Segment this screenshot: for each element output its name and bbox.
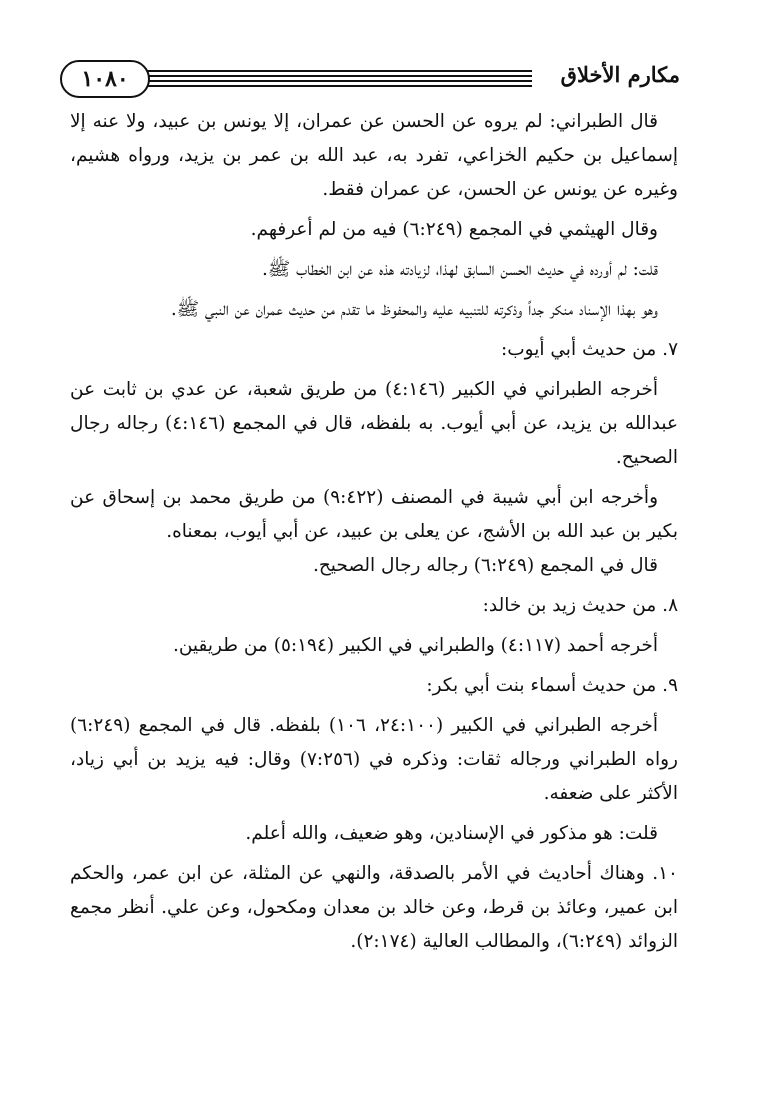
- paragraph-zayd: أخرجه أحمد (٤:١١٧) والطبراني في الكبير (٥:١٩٤) من طريقين.: [172, 635, 658, 656]
- page-header: [60, 58, 680, 102]
- header-rule: [144, 70, 532, 90]
- section-heading-7: ٧. من حديث أبي أيوب:: [501, 339, 678, 360]
- paragraph-majma-1: قال في المجمع (٦:٢٤٩) رجاله رجال الصحيح.: [312, 555, 658, 576]
- section-heading-8: ٨. من حديث زيد بن خالد:: [482, 595, 678, 616]
- paragraph-qultu-1: قلت: لم أورده في حديث الحسن السابق لهذا، لزيادته هذه عن ابن الخطاب ﷺ.: [261, 259, 658, 280]
- section-item-10: ١٠. وهناك أحاديث في الأمر بالصدقة، والنهي عن المثلة، عن ابن عمر، والحكم ابن عمير، وعائذ بن قرط، وعن خالد بن معدان ومكحول، وعن علي. أنظر مجمع الزوائد (٦:٢٤٩)، والمطالب العالية (٢:١٧٤).: [70, 863, 678, 952]
- paragraph-asma: أخرجه الطبراني في الكبير (٢٤:١٠٠، ١٠٦) بلفظه. قال في المجمع (٦:٢٤٩) رواه الطبراني ورجاله ثقات: وذكره في (٧:٢٥٦) وقال: فيه يزيد بن أبي زياد، الأكثر على ضعفه.: [70, 715, 678, 804]
- paragraph-munkar: وهو بهذا الإسناد منكر جداً وذكرته للتنبيه عليه والمحفوظ ما تقدم من حديث عمران عن النبي ﷺ.: [170, 299, 658, 320]
- page-body: [70, 105, 678, 959]
- page-number: ١٠٨٠: [60, 60, 150, 98]
- paragraph-qultu-2: قلت: هو مذكور في الإسنادين، وهو ضعيف، والله أعلم.: [245, 823, 658, 844]
- section-heading-9: ٩. من حديث أسماء بنت أبي بكر:: [426, 675, 678, 696]
- paragraph-abu-ayyub-2: وأخرجه ابن أبي شيبة في المصنف (٩:٤٢٢) من طريق محمد بن إسحاق عن بكير بن عبد الله بن الأشج، عن يعلى بن عبيد، عن أبي أيوب، بمعناه.: [70, 487, 678, 542]
- paragraph-abu-ayyub-1: أخرجه الطبراني في الكبير (٤:١٤٦) من طريق شعبة، عن عدي بن ثابت عن عبدالله بن يزيد، عن أبي أيوب. به بلفظه، قال في المجمع (٤:١٤٦) رجاله رجال الصحيح.: [70, 379, 678, 468]
- running-title: مكارم الأخلاق: [560, 62, 680, 87]
- paragraph-haythami: وقال الهيثمي في المجمع (٦:٢٤٩) فيه من لم أعرفهم.: [250, 219, 658, 240]
- paragraph-tabarani-note: قال الطبراني: لم يروه عن الحسن عن عمران، إلا يونس بن عبيد، ولا عنه إلا إسماعيل بن حكيم الخزاعي، تفرد به، عبد الله بن عمر بن يزيد، ورواه هشيم، وغيره عن يونس عن الحسن، عن عمران فقط.: [70, 111, 678, 200]
